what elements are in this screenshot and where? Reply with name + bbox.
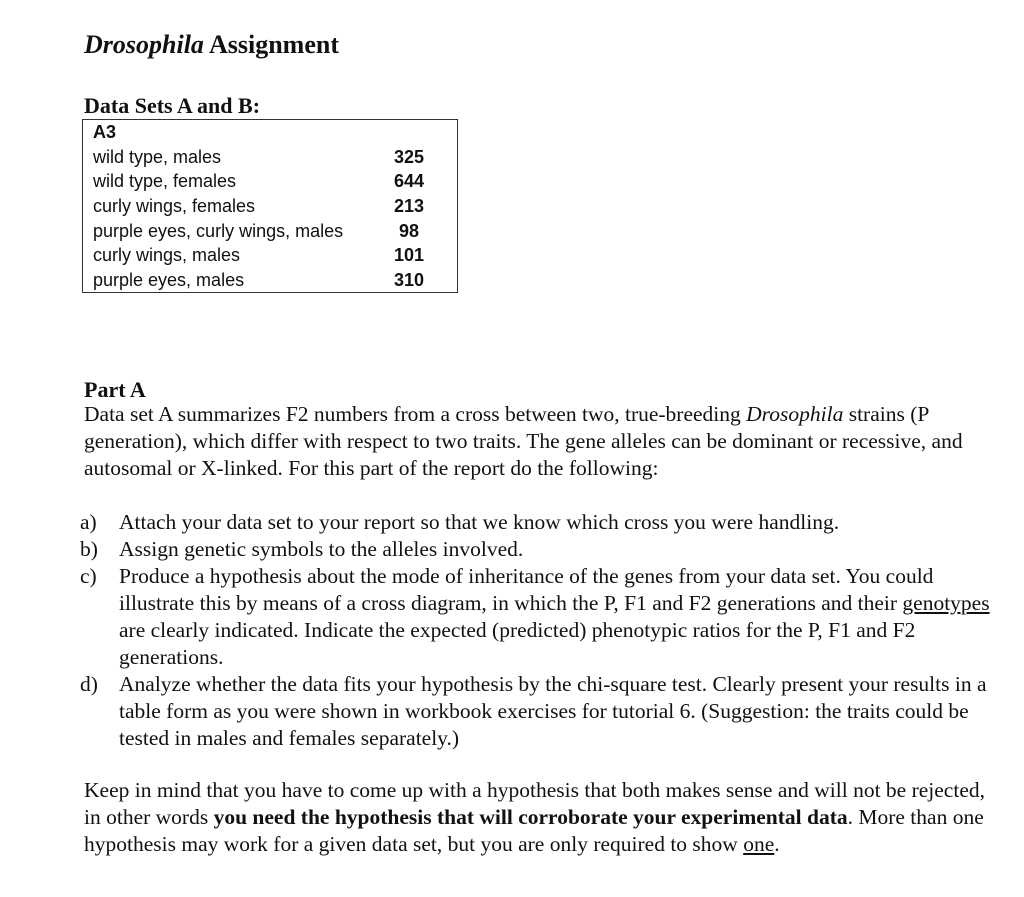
phenotype-count: 310	[393, 269, 425, 290]
phenotype-label: curly wings, males	[93, 245, 241, 266]
task-text: Attach your data set to your report so that we know which cross you were handling.	[119, 510, 840, 534]
data-set-table	[82, 119, 458, 293]
title-italic: Drosophila	[84, 30, 204, 59]
data-set-label: A3	[93, 122, 117, 143]
part-a-heading: Part A	[84, 377, 146, 402]
phenotype-count: 101	[393, 245, 425, 266]
table-row	[83, 218, 458, 243]
task-text: Assign genetic symbols to the alleles involved.	[119, 537, 524, 561]
table-row	[83, 268, 458, 293]
table-row	[83, 169, 458, 194]
conclusion-text-cont: . More than one hypothesis may work for a given data set, but you are only required to show	[84, 805, 984, 856]
part-a-intro	[84, 401, 994, 482]
phenotype-label: wild type, males	[93, 146, 222, 167]
conclusion-end: .	[774, 832, 780, 856]
conclusion-paragraph	[84, 777, 994, 858]
task-text: Produce a hypothesis about the mode of inheritance of the genes from your data set. You could illustrate this by means of a cross diagram, in which the P, F1 and F2 generations and their	[119, 564, 934, 615]
task-text-cont: are clearly indicated. Indicate the expected (predicted) phenotypic ratios for the P, F1 and F2 generations.	[119, 618, 916, 669]
list-marker: a)	[80, 510, 97, 534]
table-row	[83, 120, 458, 145]
conclusion-bold: you need the hypothesis that will corroborate your experimental data	[213, 805, 848, 829]
list-item	[80, 671, 995, 752]
list-item	[80, 563, 995, 671]
intro-italic: Drosophila	[746, 402, 844, 426]
phenotype-count: 213	[393, 196, 425, 217]
data-sets-heading: Data Sets A and B:	[84, 93, 261, 118]
phenotype-label: wild type, females	[93, 171, 237, 192]
conclusion-text: Keep in mind that you have to come up with a hypothesis that both makes sense and will not be rejected, in other words	[84, 778, 985, 829]
list-marker: d)	[80, 672, 98, 696]
table-row	[83, 194, 458, 219]
task-list	[80, 509, 995, 752]
table-row	[83, 243, 458, 268]
table-row	[83, 145, 458, 170]
phenotype-label: purple eyes, males	[93, 269, 245, 290]
intro-text: Data set A summarizes F2 numbers from a cross between two, true-breeding	[84, 402, 747, 426]
task-text: Analyze whether the data fits your hypothesis by the chi-square test. Clearly present your results in a table form as you were shown in workbook exercises for tutorial 6. (Suggestion: the traits could be tested in males and females separately.)	[119, 672, 987, 750]
list-item	[80, 536, 995, 563]
underlined-term: genotypes	[902, 591, 990, 615]
title-rest: Assignment	[203, 30, 339, 59]
conclusion-underlined: one	[743, 832, 775, 856]
phenotype-count: 644	[393, 171, 425, 192]
phenotype-count: 98	[398, 220, 420, 241]
phenotype-label: curly wings, females	[93, 196, 256, 217]
page-title	[84, 28, 339, 62]
list-marker: b)	[80, 537, 98, 561]
intro-text-cont: strains (P generation), which differ with respect to two traits. The gene alleles can be dominant or recessive, and autosomal or X-linked. For this part of the report do the following:	[84, 402, 963, 480]
list-item	[80, 509, 995, 536]
list-marker: c)	[80, 564, 97, 588]
phenotype-count: 325	[393, 146, 425, 167]
phenotype-label: purple eyes, curly wings, males	[93, 220, 344, 241]
